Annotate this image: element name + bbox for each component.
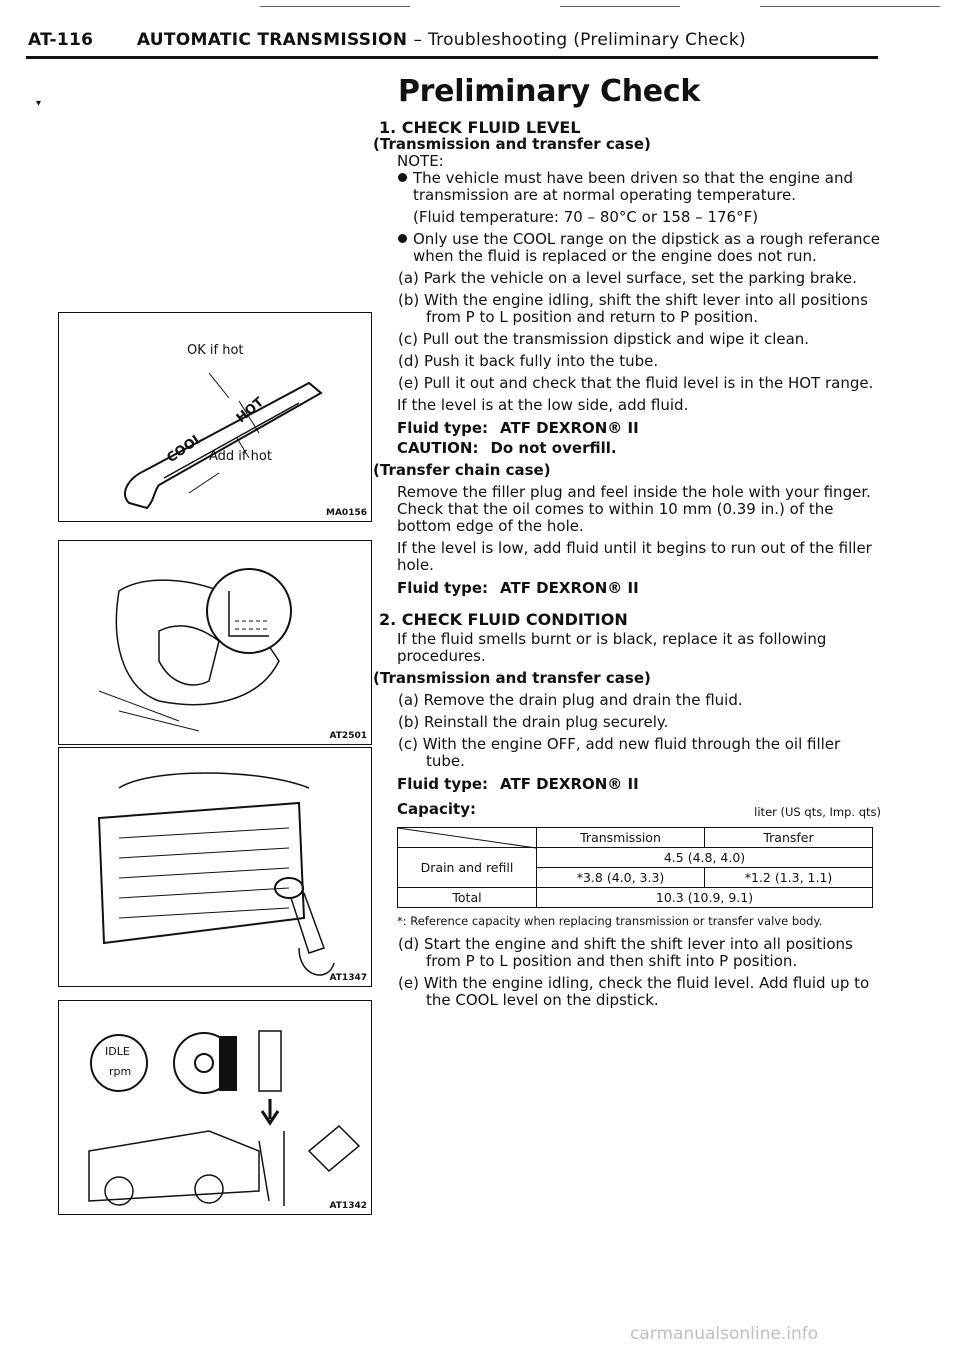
- table-row: [398, 848, 873, 868]
- figure-dipstick: [58, 312, 372, 522]
- page-number: AT-116: [28, 30, 94, 50]
- margin-mark: ▾: [36, 98, 42, 109]
- step-c: (c) Pull out the transmission dipstick and wipe it clean.: [398, 330, 810, 348]
- capacity-table: [397, 827, 873, 908]
- refill-illustration: [59, 1001, 372, 1215]
- table-header-transfer: Transfer: [705, 828, 873, 848]
- header-rule: [26, 56, 878, 59]
- fluid-type-label: Fluid type:: [397, 419, 489, 437]
- fluid-type-label: Fluid type:: [397, 579, 489, 597]
- caution-label: CAUTION:: [397, 439, 479, 457]
- note-bullet-2: [373, 231, 881, 265]
- step-e: (e) Pull it out and check that the fluid level is in the HOT range.: [398, 374, 874, 392]
- capacity-label: Capacity:: [397, 800, 476, 818]
- scan-artifact: [760, 6, 940, 7]
- diagonal-line: [398, 828, 536, 850]
- fluid-type-label: Fluid type:: [397, 775, 489, 793]
- sec2-step-a: (a) Remove the drain plug and drain the fluid.: [398, 691, 743, 709]
- figure-refill: [58, 1000, 372, 1215]
- sec2-step-c: (c) With the engine OFF, add new fluid through the oil filler tube.: [398, 735, 841, 770]
- figure-code: AT1347: [329, 973, 367, 983]
- fluid-temperature: (Fluid temperature: 70 – 80°C or 158 – 176°F): [413, 208, 759, 226]
- figure-drain-pan: [58, 747, 372, 987]
- table-header-transmission: Transmission: [537, 828, 705, 848]
- page-header: [28, 30, 746, 50]
- label-rpm: rpm: [109, 1065, 132, 1078]
- note-bullet-2-text: Only use the COOL range on the dipstick as a rough referance when the fluid is replaced or the engine does not run.: [413, 230, 881, 265]
- sec2-subheading: (Transmission and transfer case): [373, 669, 651, 687]
- capacity-line: [373, 801, 881, 821]
- sec2-intro: If the fluid smells burnt or is black, replace it as following procedures.: [397, 630, 827, 665]
- fluid-type-spec: [373, 420, 881, 437]
- table-cell-drain-transfer: *1.2 (1.3, 1.1): [705, 868, 873, 888]
- sec1-subheading: (Transmission and transfer case): [373, 135, 651, 153]
- caution-spec: [373, 440, 881, 457]
- label-idle: IDLE: [105, 1045, 130, 1058]
- fluid-type-value: ATF DEXRON® II: [500, 419, 639, 437]
- sec1-heading: 1. CHECK FLUID LEVEL: [379, 118, 581, 137]
- figure-code: MA0156: [326, 508, 367, 518]
- sec2-step-d: (d) Start the engine and shift the shift lever into all positions from P to L position and then shift into P position.: [398, 935, 853, 970]
- figure-code: AT2501: [329, 731, 367, 741]
- step-d: (d) Push it back fully into the tube.: [398, 352, 659, 370]
- label-hot: HOT: [233, 394, 268, 427]
- note-bullet-1-text: The vehicle must have been driven so that the engine and transmission are at normal operating temperature.: [413, 169, 854, 204]
- caution-value: Do not overfill.: [490, 439, 617, 457]
- step-a: (a) Park the vehicle on a level surface, set the parking brake.: [398, 269, 857, 287]
- table-corner-cell: [398, 828, 537, 848]
- table-row: [398, 888, 873, 908]
- page-title: Preliminary Check: [398, 74, 700, 109]
- fluid-type-value: ATF DEXRON® II: [500, 579, 639, 597]
- scan-artifact: [560, 6, 680, 7]
- sec2-step-b: (b) Reinstall the drain plug securely.: [398, 713, 669, 731]
- chain-text-2: If the level is low, add fluid until it begins to run out of the filler hole.: [397, 539, 872, 574]
- capacity-unit: liter (US qts, Imp. qts): [754, 805, 881, 819]
- watermark: carmanualsonline.info: [630, 1324, 819, 1344]
- section-subtitle: – Troubleshooting (Preliminary Check): [413, 30, 746, 50]
- transfer-chain-heading: (Transfer chain case): [373, 461, 551, 479]
- table-row: [398, 828, 873, 848]
- label-cool: COOL: [164, 430, 206, 467]
- figure-code: AT1342: [329, 1201, 367, 1211]
- drain-pan-illustration: [59, 748, 372, 987]
- section-title: AUTOMATIC TRANSMISSION: [136, 30, 408, 50]
- note-label: NOTE:: [397, 152, 444, 170]
- table-row-label-drain: Drain and refill: [398, 848, 537, 888]
- fluid-type-spec-2: [373, 580, 881, 597]
- table-cell-drain-transmission: *3.8 (4.0, 3.3): [537, 868, 705, 888]
- table-cell-drain-combined: 4.5 (4.8, 4.0): [537, 848, 873, 868]
- chain-text-1: Remove the filler plug and feel inside the hole with your finger. Check that the oil comes to within 10 mm (0.39 in.) of the bottom edge of the hole.: [397, 483, 871, 535]
- table-cell-total: 10.3 (10.9, 9.1): [537, 888, 873, 908]
- sec2-fluid-type-spec: [373, 776, 881, 793]
- low-side-text: If the level is at the low side, add fluid.: [397, 396, 689, 414]
- sec2-heading: 2. CHECK FLUID CONDITION: [379, 610, 628, 629]
- sec2-step-e: (e) With the engine idling, check the fluid level. Add fluid up to the COOL level on the dipstick.: [398, 974, 870, 1009]
- fluid-type-value: ATF DEXRON® II: [500, 775, 639, 793]
- bullet-dot: [398, 173, 407, 182]
- scan-artifact: [260, 6, 410, 7]
- label-add-if-hot: Add if hot: [209, 449, 272, 464]
- main-text-column: [373, 116, 881, 1009]
- label-ok-if-hot: OK if hot: [187, 343, 244, 358]
- figure-transfer-case: [58, 540, 372, 745]
- bullet-dot: [398, 234, 407, 243]
- footnote: *: Reference capacity when replacing transmission or transfer valve body.: [397, 914, 823, 928]
- step-b: (b) With the engine idling, shift the shift lever into all positions from P to L position and return to P position.: [398, 291, 868, 326]
- transfer-case-illustration: [59, 541, 372, 745]
- table-row-label-total: Total: [398, 888, 537, 908]
- note-bullet-1: [373, 170, 881, 204]
